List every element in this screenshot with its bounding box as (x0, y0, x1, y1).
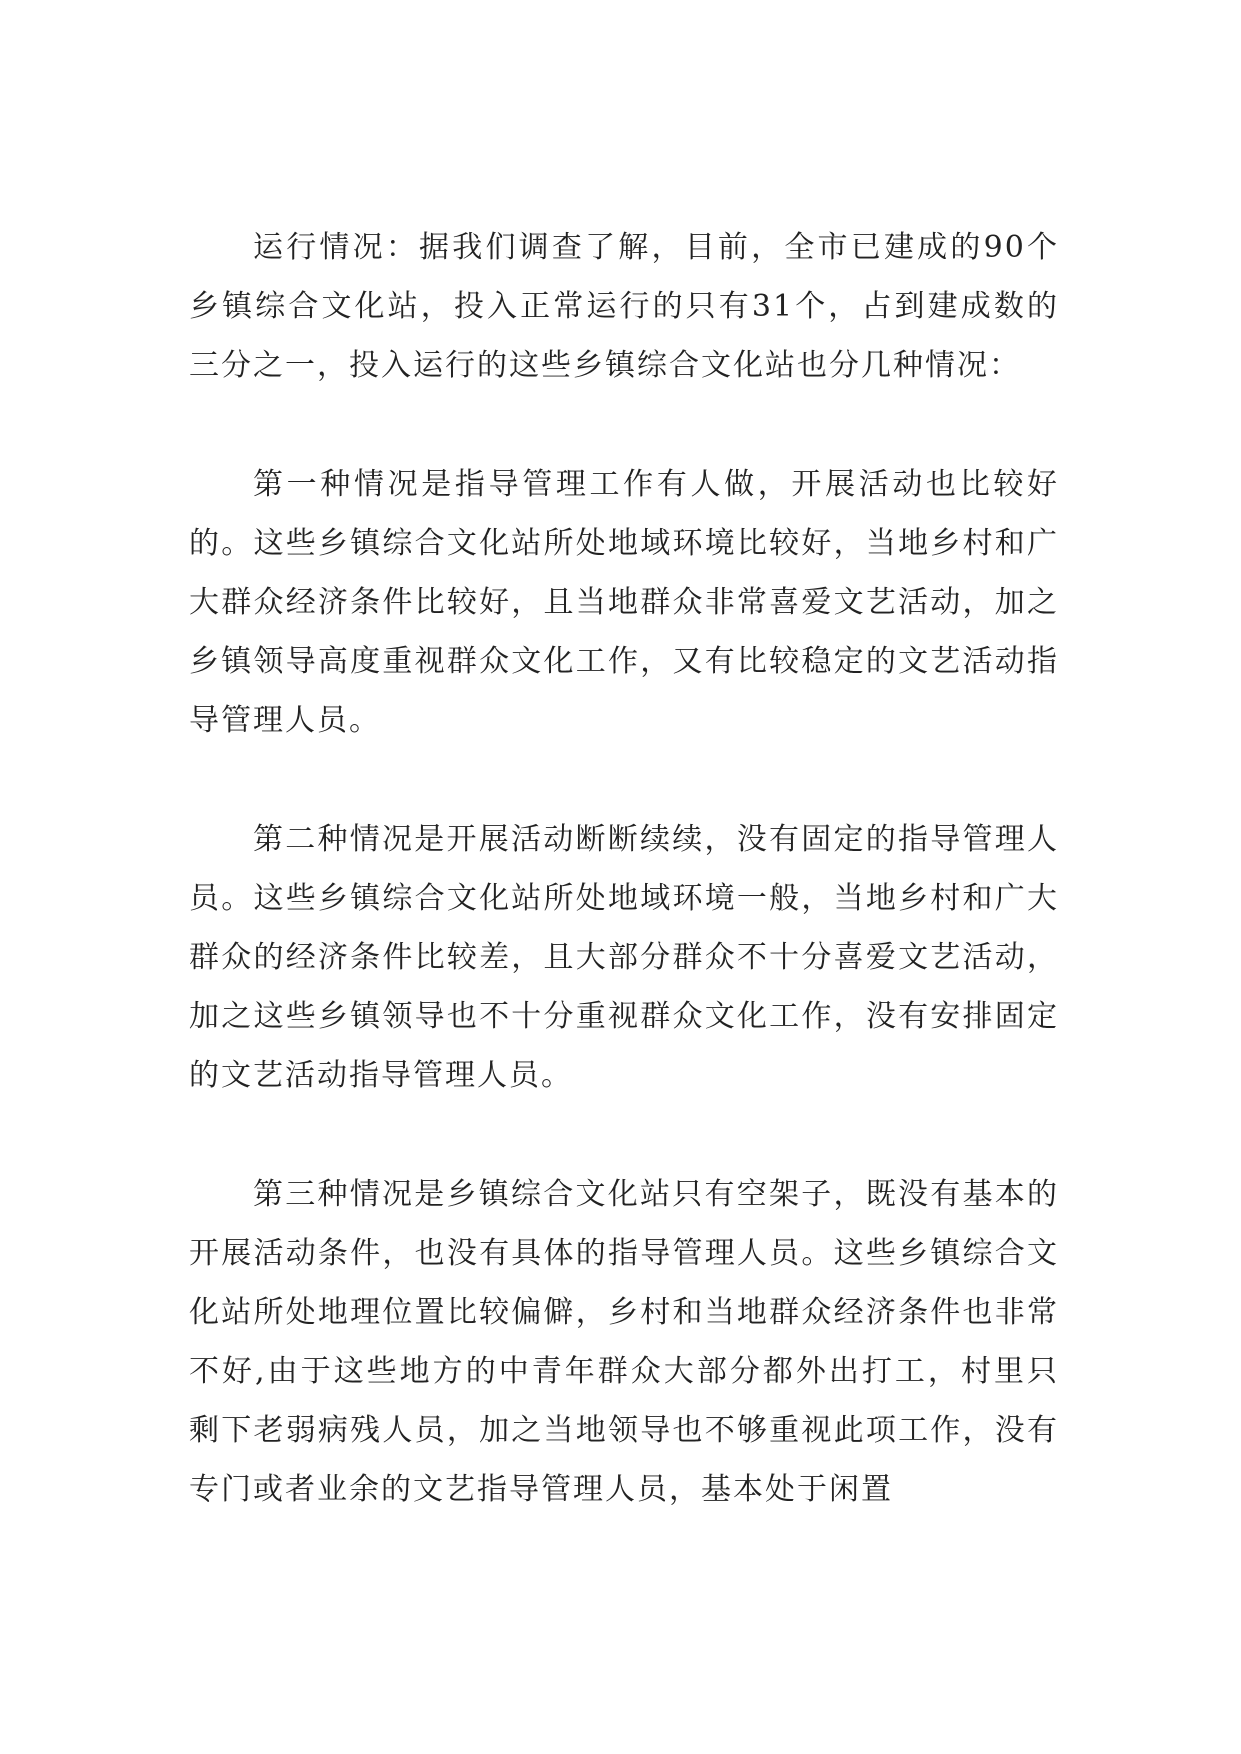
document-body (189, 218, 1059, 1519)
paragraph-operation-status: 运行情况：据我们调查了解，目前，全市已建成的90个乡镇综合文化站，投入正常运行的只有31个，占到建成数的三分之一，投入运行的这些乡镇综合文化站也分几种情况： (189, 230, 1059, 383)
paragraph-second-situation: 第二种情况是开展活动断断续续，没有固定的指导管理人员。这些乡镇综合文化站所处地域环境一般，当地乡村和广大群众的经济条件比较差，且大部分群众不十分喜爱文艺活动，加之这些乡镇领导也不十分重视群众文化工作，没有安排固定的文艺活动指导管理人员。 (189, 822, 1059, 1093)
paragraph-third-situation: 第三种情况是乡镇综合文化站只有空架子，既没有基本的开展活动条件，也没有具体的指导管理人员。这些乡镇综合文化站所处地理位置比较偏僻，乡村和当地群众经济条件也非常不好,由于这些地方的中青年群众大部分都外出打工，村里只剩下老弱病残人员，加之当地领导也不够重视此项工作，没有专门或者业余的文艺指导管理人员，基本处于闲置 (189, 1177, 1059, 1507)
paragraph-first-situation: 第一种情况是指导管理工作有人做，开展活动也比较好的。这些乡镇综合文化站所处地域环境比较好，当地乡村和广大群众经济条件比较好，且当地群众非常喜爱文艺活动，加之乡镇领导高度重视群众文化工作，又有比较稳定的文艺活动指导管理人员。 (189, 467, 1059, 738)
